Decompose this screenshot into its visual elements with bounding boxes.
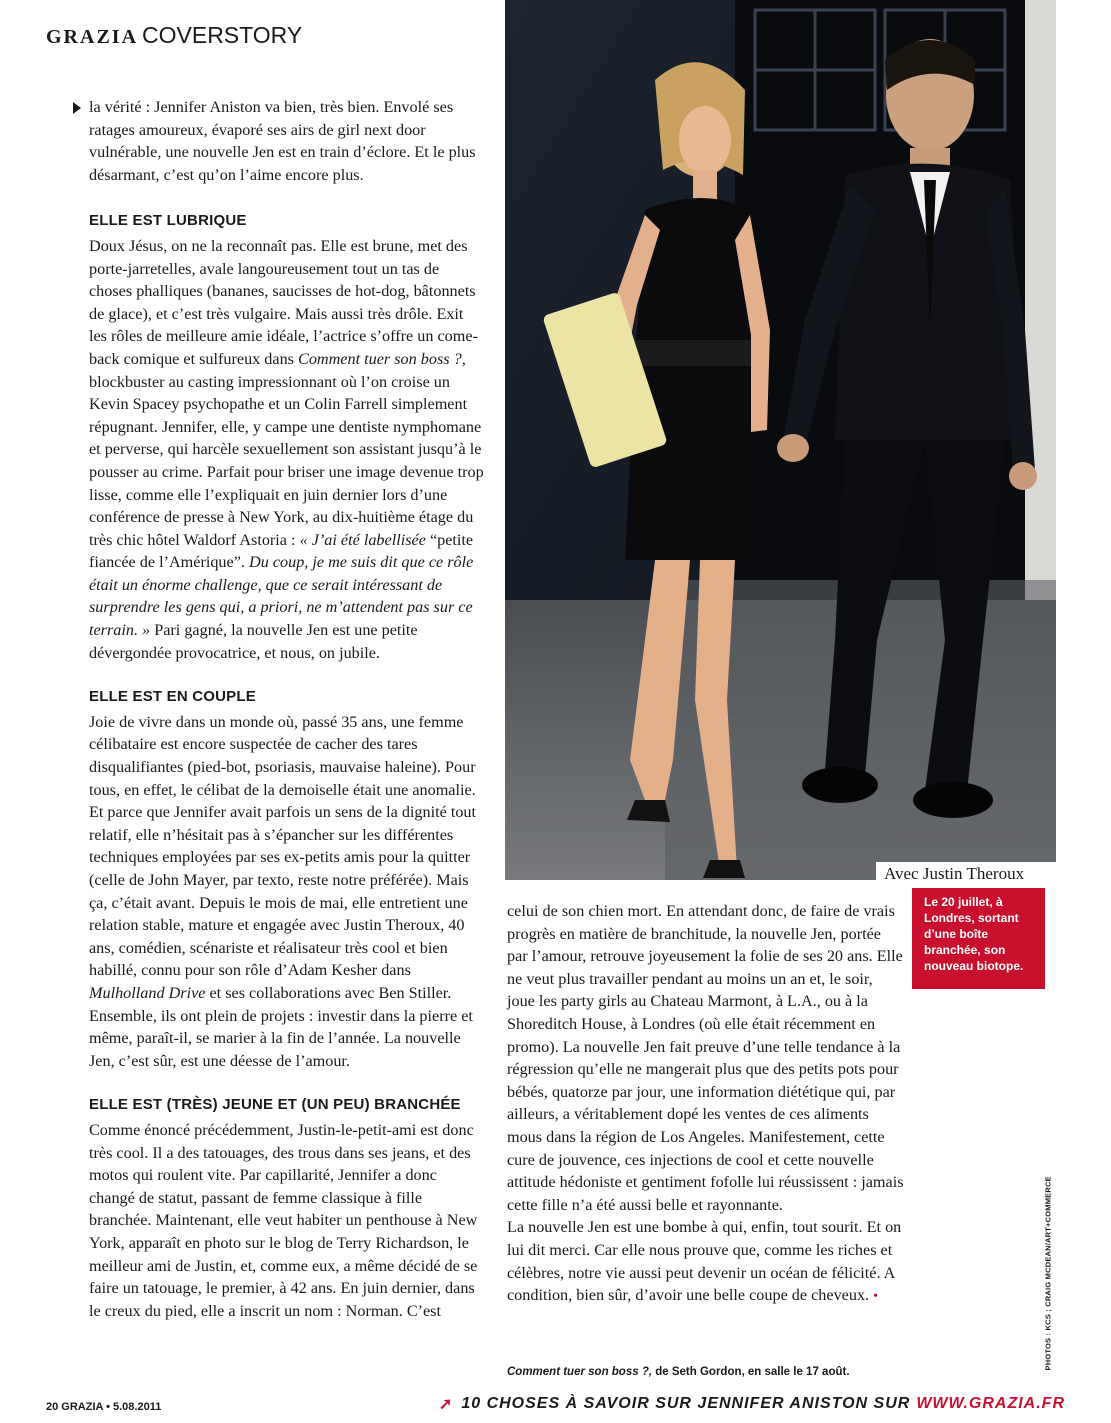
page-folio: 20 GRAZIA • 5.08.2011 [46, 1401, 162, 1413]
lead-paragraph: la vérité : Jennifer Aniston va bien, très bien. Envolé ses ratages amoureux, évaporé ses airs de girl next door vulnérable, une nouvelle Jen est en train d’éclore. Et le plus désarmant, c’est qu’on l’aime encore plus. [89, 98, 476, 184]
quote-part-2: Du coup, je me suis dit que ce rôle était un énorme challenge, que ce serait intéressant de surprendre les gens qui, a priori, ne m’attendent pas sur ce terrain. » [89, 553, 474, 640]
photo-illustration [505, 0, 1056, 880]
section-title: COVERSTORY [142, 22, 303, 48]
cover-photo [505, 0, 1056, 880]
right-column-text-end: La nouvelle Jen est une bombe à qui, enfin, tout sourit. Et on lui dit merci. Car elle nous prouve que, comme les riches et célèbres, notre vie aussi peut devenir un océan de félicité. A condition, bien sûr, d’avoir une belle coupe de cheveux. • [507, 1218, 902, 1305]
footer-promo [439, 1394, 1065, 1414]
section-heading-couple: ELLE EST EN COUPLE [89, 688, 256, 706]
film-title: Comment tuer son boss ?, [507, 1366, 653, 1378]
photo-caption-title: Avec Justin Theroux [876, 862, 1056, 888]
film-title: Comment tuer son boss ?, [298, 349, 466, 368]
lead-paragraph-wrap [89, 96, 485, 186]
section-body-branchee: Comme énoncé précédemment, Justin-le-petit-ami est donc très cool. Il a des tatouages, des trous dans ses jeans, et des motos qui roulent vite. Par capillarité, Jennifer a donc changé de statut, passant de femme classique à fille branchée. Maintenant, elle veut habiter un penthouse à New York, apparaît en photo sur le blog de Terry Richardson, le meilleur ami de Justin, et, comme eux, a même décidé de se faire un tatouage, le premier, à 42 ans. En juin dernier, dans le creux du pied, elle a inscrit un nom : Norman. C’est [89, 1120, 478, 1320]
photo-caption-box: Le 20 juillet, à Londres, sortant d’une boîte branchée, son nouveau biotope. [912, 888, 1045, 989]
brand-logo: GRAZIA [46, 26, 139, 48]
photo-credit: PHOTOS : KCS ; CRAIG MCDEAN/ART+COMMERCE [1043, 1176, 1053, 1371]
section-body-lubrique: Doux Jésus, on ne la reconnaît pas. Elle est brune, met des porte-jarretelles, avale langoureusement tout un tas de choses phalliques (bananes, saucisses de hot-dog, bâtonnets de glace), et c’est très vulgaire. Mais aussi très drôle. Exit les rôles de meilleure amie idéale, l’actrice s’offre un come-back comique et sulfureux dans Comment tuer son boss ?, blockbuster au casting impressionnant où l’on croise un Kevin Spacey psychopathe et un Colin Farrell simplement répugnant. Jennifer, elle, y campe une dentiste nymphomane et perverse, qui harcèle sexuellement son assistant jusqu’à le pousser au crime. Parfait pour briser une image devenue trop lisse, comme elle l’expliquait en juin dernier lors d’une conférence de presse à New York, au dix-huitième étage du très chic hôtel Waldorf Astoria : « J’ai été labellisée “petite fiancée de l’Amérique”. Du coup, je me suis dit que ce rôle était un énorme challenge, que ce serait intéressant de surprendre les gens qui, a priori, ne m’attendent pas sur ce terrain. » Pari gagné, la nouvelle Jen est une petite dévergondée provocatrice, et nous, on jubile. [89, 236, 484, 662]
section-heading-branchee: ELLE EST (TRÈS) JEUNE ET (UN PEU) BRANCHÉE [89, 1096, 461, 1114]
section-heading-lubrique: ELLE EST LUBRIQUE [89, 212, 247, 230]
quote-part-1: « J’ai été labellisée [299, 530, 426, 549]
end-mark-icon: • [873, 1289, 879, 1305]
page-header [46, 22, 302, 49]
right-column-text: celui de son chien mort. En attendant donc, de faire de vrais progrès en matière de branchitude, la nouvelle Jen, portée par l’amour, retrouve joyeusement la folie de ses 20 ans. Elle ne veut plus travailler pendant au moins un an et, le soir, joue les party girls au Chateau Marmont, à L.A., ou à la Shoreditch House, à Londres (où elle était récemment en promo). La nouvelle Jen fait preuve d’une telle tendance à la régression qu’elle ne mangerait plus que des petits pots pour bébés, quatorze par jour, une information diététique qui, par ailleurs, a véritablement dopé les ventes de ces aliments mous dans la région de Los Angeles. Manifestement, cette cure de jouvence, ces injections de cool et cette nouvelle attitude hédoniste et gentiment fofolle lui réussissent : jamais cette fille n’a été aussi belle et rayonnante. [507, 902, 904, 1214]
left-column [89, 96, 485, 1322]
arrow-icon: ➚ [438, 1396, 454, 1413]
right-column [507, 900, 904, 1309]
film-release-note: Comment tuer son boss ?, de Seth Gordon, en salle le 17 août. [507, 1366, 850, 1378]
film-title: Mulholland Drive [89, 983, 206, 1002]
section-body-couple: Joie de vivre dans un monde où, passé 35 ans, une femme célibataire est encore suspectée de cacher des tares disqualifiantes (pied-bot, psoriasis, mauvaise haleine). Pour tous, en effet, le célibat de la demoiselle était une anomalie. Et parce que Jennifer avait parfois un sens de la dignité tout relatif, elle n’hésitait pas à s’épancher sur les différentes techniques employées par ses ex-petits amis pour la quitter (celle de John Mayer, par texto, reste notre préférée). Mais ça, c’était avant. Depuis le mois de mai, elle entretient une relation stable, mature et engagée avec Justin Theroux, 40 ans, comédien, scénariste et réalisateur très cool et bien habillé, connu pour son rôle d’Adam Kesher dans Mulholland Drive et ses collaborations avec Ben Stiller. Ensemble, ils ont plein de projets : investir dans la pierre et même, paraît-il, se marier à la fin de l’année. La nouvelle Jen, c’est sûr, est une déesse de l’amour. [89, 712, 477, 1070]
footer-promo-text: 10 CHOSES À SAVOIR SUR JENNIFER ANISTON SUR [461, 1395, 911, 1412]
website-link[interactable]: WWW.GRAZIA.FR [916, 1395, 1065, 1412]
lead-arrow-icon [73, 102, 81, 114]
